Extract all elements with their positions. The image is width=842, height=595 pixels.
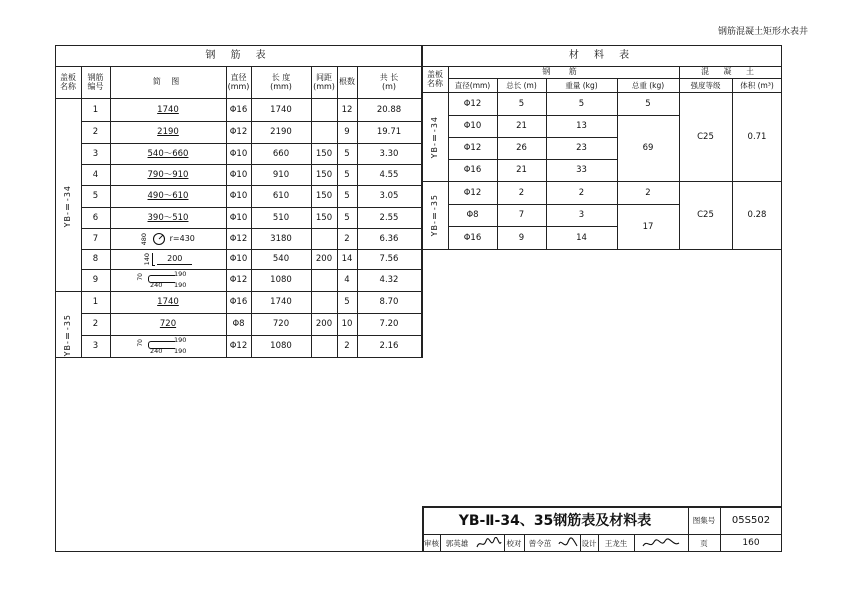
material-weight: 23 [576,143,587,154]
material-diameter: Φ12 [463,187,482,198]
material-diameter: Φ16 [463,165,482,176]
rebar-diameter: Φ16 [229,104,248,115]
rebar-sketch: 490～610 [147,191,189,202]
review-label: 审核 [424,538,439,548]
header-volume: 体积 (m³) [740,80,774,90]
rebar-no: 2 [92,127,99,138]
rebar-length: 1740 [270,104,292,115]
group-label-yb35: YB-Ⅱ-35 [430,194,439,237]
rebar-count: 5 [344,148,350,159]
rebar-length: 1080 [270,341,292,352]
header-total-weight: 总重 (kg) [631,80,665,90]
rebar-sketch-hook: 140 200 [110,250,226,269]
header-diameter: 直径 (mm) [227,72,250,91]
atlas-number: 05S502 [731,514,771,526]
rebar-spacing [311,99,337,121]
ring-bar-icon [152,232,166,246]
rebar-spacing: 200 [315,319,333,330]
rebar-count: 9 [344,127,350,138]
rebar-diameter: Φ12 [229,127,248,138]
material-table [422,45,782,250]
rebar-spacing: 150 [315,148,333,159]
rebar-no: 1 [92,104,99,115]
rebar-sketch: 540～660 [147,148,189,159]
rebar-total: 6.36 [379,233,399,244]
material-diameter: Φ10 [463,121,482,132]
rebar-count: 14 [341,254,353,265]
rebar-length: 3180 [270,233,292,244]
rebar-sketch: 1740 [157,104,179,115]
header-steel: 钢 筋 [542,67,585,76]
checker-name: 曾令茁 [528,538,552,548]
atlas-label: 图集号 [692,515,716,525]
designer-signature [634,535,688,552]
rebar-total: 3.30 [379,148,399,159]
rebar-count: 4 [344,275,350,286]
rebar-count: 12 [341,104,353,115]
concrete-grade: C25 [697,131,714,142]
material-weight: 33 [576,165,587,176]
rebar-spacing [311,122,337,143]
rebar-diameter: Φ8 [232,319,245,330]
material-length: 9 [518,232,525,243]
rebar-diameter: Φ12 [229,233,248,244]
material-weight: 14 [576,232,587,243]
material-weight: 13 [576,121,587,132]
rebar-spacing [311,229,337,249]
material-total-weight: 5 [645,98,651,109]
rebar-total: 7.56 [379,254,399,265]
material-weight: 5 [578,98,585,109]
rebar-sketch: 790～910 [147,169,189,180]
designer-name: 王龙生 [604,538,628,548]
rebar-table [55,45,422,358]
rebar-length: 660 [272,148,290,159]
rebar-no: 3 [92,148,99,159]
rebar-sketch: 1740 [157,297,179,308]
rebar-diameter: Φ10 [229,191,248,202]
header-grade: 强度等级 [690,80,721,90]
material-length: 21 [516,121,527,132]
header-length: 长 度 (mm) [270,72,292,91]
rebar-count: 5 [344,191,350,202]
header-total-length: 总长 (m) [506,80,537,90]
material-length: 26 [516,143,527,154]
rebar-no: 8 [92,254,99,265]
rebar-total: 3.05 [379,191,399,202]
rebar-no: 3 [92,341,99,352]
rebar-diameter: Φ10 [229,148,248,159]
rebar-count: 5 [344,169,350,180]
rebar-diameter: Φ10 [229,169,248,180]
material-total-weight: 69 [642,143,654,154]
rebar-table-title: 钢 筋 表 [205,49,272,61]
rebar-length: 1080 [270,275,292,286]
rebar-length: 720 [272,319,290,330]
rebar-total: 2.55 [379,212,399,223]
rebar-no: 2 [92,319,99,330]
header-diameter: 直径(mm) [454,80,491,90]
rebar-count: 10 [341,319,353,330]
header-sketch: 简 图 [152,77,184,86]
material-diameter: Φ12 [463,143,482,154]
material-total-weight: 2 [645,187,651,198]
rebar-no: 1 [92,297,99,308]
rebar-total: 8.70 [379,297,399,308]
material-length: 2 [518,187,525,198]
rebar-total: 2.16 [379,341,399,352]
rebar-no: 7 [92,233,99,244]
rebar-sketch: 720 [159,319,177,330]
header-concrete: 混 凝 土 [700,67,761,76]
rebar-diameter: Φ12 [229,341,248,352]
material-diameter: Φ8 [466,210,479,221]
material-length: 21 [516,165,527,176]
rebar-diameter: Φ10 [229,212,248,223]
group-label-yb35: YB-Ⅱ-35 [63,313,72,357]
rebar-total: 19.71 [376,127,402,138]
group-label-yb34: YB-Ⅱ-34 [63,184,72,228]
rebar-diameter: Φ12 [229,275,248,286]
header-weight: 重量 (kg) [565,80,598,90]
rebar-count: 5 [344,297,350,308]
series-title: 钢筋混凝土矩形水表井 [717,27,808,37]
material-table-title: 材 料 表 [568,49,636,61]
checker-signature [556,535,580,552]
rebar-spacing [311,336,337,357]
concrete-grade: C25 [697,210,714,221]
material-length: 7 [518,210,525,221]
rebar-sketch: 2190 [157,127,179,138]
reviewer-name: 郭英雄 [445,538,469,548]
rebar-spacing: 150 [315,191,333,202]
header-spacing: 间距 (mm) [313,72,335,91]
rebar-spacing: 150 [315,169,333,180]
rebar-sketch: 390～510 [147,212,189,223]
rebar-diameter: Φ16 [229,297,248,308]
rebar-length: 910 [272,169,290,180]
rebar-length: 1740 [270,297,292,308]
header-plate-name: 盖板 名称 [427,69,443,88]
concrete-volume: 0.28 [747,210,767,221]
header-count: 根数 [339,77,355,86]
title-block [422,506,782,552]
header-total-length: 共 长 (m) [379,72,399,91]
rebar-total: 4.55 [379,169,399,180]
rebar-length: 540 [272,254,290,265]
rebar-spacing [311,292,337,313]
rebar-no: 4 [92,169,99,180]
page-label: 页 [700,538,708,548]
material-weight: 3 [578,210,585,221]
check-label: 校对 [506,538,522,548]
rebar-spacing [311,270,337,291]
group-label-yb34: YB-Ⅱ-34 [430,115,439,159]
rebar-sketch-bent: 70 190 240 190 [137,336,187,355]
rebar-count: 2 [344,233,350,244]
rebar-no: 9 [92,275,99,286]
rebar-total: 4.32 [379,275,399,286]
page-number: 160 [742,538,760,548]
material-length: 5 [518,98,525,109]
header-rebar-no: 钢筋 编号 [87,72,104,91]
rebar-diameter: Φ10 [229,254,248,265]
rebar-length: 2190 [270,127,292,138]
drawing-title: YB-Ⅱ-34、35钢筋表及材料表 [458,512,652,529]
rebar-count: 5 [344,212,350,223]
header-plate-name: 盖板 名称 [60,72,76,91]
rebar-length: 610 [272,191,290,202]
material-diameter: Φ12 [463,98,482,109]
rebar-spacing: 150 [315,212,333,223]
rebar-length: 510 [272,212,290,223]
rebar-spacing: 200 [315,254,333,265]
rebar-sketch-ring: 480 r=430 [140,232,195,246]
rebar-no: 5 [92,191,99,202]
rebar-no: 6 [92,212,99,223]
concrete-volume: 0.71 [747,131,767,142]
rebar-total: 7.20 [379,319,399,330]
rebar-total: 20.88 [376,104,402,115]
material-weight: 2 [578,187,585,198]
reviewer-signature [474,535,504,552]
design-label: 设计 [581,538,597,548]
rebar-count: 2 [344,341,350,352]
material-total-weight: 17 [642,221,654,232]
material-diameter: Φ16 [463,232,482,243]
rebar-sketch-bent: 70 190 240 190 [137,270,187,289]
